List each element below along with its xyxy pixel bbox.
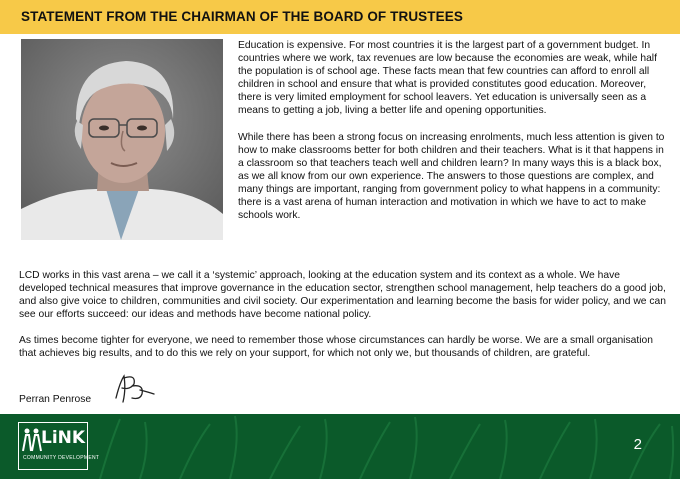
children-figures-icon	[22, 427, 42, 453]
portrait-icon	[21, 39, 223, 240]
grass-pattern-icon	[0, 414, 680, 479]
paragraph-education-cost: Education is expensive. For most countries it is the largest part of a government budget. In countries where we work, tax revenues are low because the economies are weak, while half the population is of school age. These facts mean that few countries can afford to enroll all children in school and ensure that what is provided constitutes good education. Moreover, there is very limited employment for school leavers. Yet education is universally seen as a means to getting a job, living a better life and opening opportunities.	[238, 40, 657, 117]
logo-tagline: COMMUNITY DEVELOPMENT	[23, 455, 100, 461]
page-number: 2	[633, 436, 642, 453]
signoff-name: Perran Penrose	[19, 394, 92, 405]
paragraph-support: As times become tighter for everyone, we need to remember those whose circumstances can hardly be worse. We are a small organisation that achieves big results, and to do this we rely on your support, for which not only we, but thousands of children, are grateful.	[19, 335, 653, 360]
footer-band	[0, 414, 680, 479]
chairman-portrait-photo	[21, 39, 223, 240]
signature-icon	[110, 370, 160, 411]
paragraph-lcd-approach: LCD works in this vast arena – we call it a ‘systemic’ approach, looking at the education system and its context as a whole. We have developed technical measures that improve governance in the education sector, strengthen school management, help teachers do a good job, and also give voice to children, communities and civil society. Our experimentation and learning become the basis for wider policy, and we can see our efforts succeed: our ideas and methods have become national policy.	[19, 270, 666, 321]
page-title: STATEMENT FROM THE CHAIRMAN OF THE BOARD OF TRUSTEES	[21, 9, 463, 24]
link-logo	[18, 422, 100, 470]
paragraph-classrooms: While there has been a strong focus on increasing enrolments, much less attention is given to how to make classrooms better for both children and their teachers. What is it that happens in a classroom so that teachers teach well and children learn? In many ways this is a black box, as we all know from our own experience. The answers to those questions are complex, and many things are important, ranging from government policy to what happens in a community: there is a vast arena of human interaction and motivation in which we have to act to make schools work.	[238, 131, 665, 222]
logo-wordmark: LiNK	[41, 428, 86, 448]
title-bar	[0, 0, 680, 34]
column-text	[238, 39, 668, 222]
full-width-text	[19, 269, 667, 361]
